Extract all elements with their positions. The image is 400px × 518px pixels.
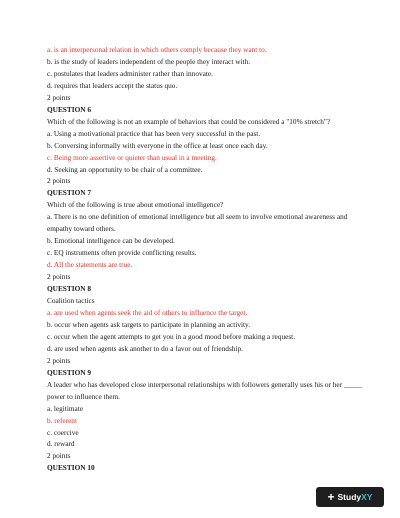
q7-prompt: Which of the following is true about emotional intelligence? bbox=[47, 200, 224, 210]
q8-option-d: d. are used when agents ask another to do a favor out of friendship. bbox=[47, 343, 243, 353]
q7-option-a: a. There is no one definition of emotional intelligence but all seem to involve emotional awareness and empathy toward others. bbox=[47, 212, 348, 234]
q5-points: 2 points bbox=[47, 92, 71, 102]
q8-title: QUESTION 8 bbox=[47, 284, 91, 294]
q7-points: 2 points bbox=[47, 272, 71, 282]
q8-option-b: b. occur when agents ask targets to participate in planning an activity. bbox=[47, 319, 251, 329]
q9-option-c: c. coercive bbox=[47, 427, 79, 437]
q8-prompt: Coalition tactics bbox=[47, 296, 95, 306]
q5-option-d: d. requires that leaders accept the status quo. bbox=[47, 80, 178, 90]
q9-title: QUESTION 9 bbox=[47, 367, 91, 377]
studyxy-logo-badge[interactable] bbox=[316, 487, 384, 507]
brand-name-accent: XY bbox=[361, 492, 373, 502]
q7-title: QUESTION 7 bbox=[47, 188, 91, 198]
quiz-page bbox=[47, 44, 372, 474]
q6-option-d: d. Seeking an opportunity to be chair of a committee. bbox=[47, 164, 203, 174]
q6-title: QUESTION 6 bbox=[47, 104, 91, 114]
q7-option-c: c. EQ instruments often provide conflicting results. bbox=[47, 248, 197, 258]
plus-icon: + bbox=[327, 490, 335, 504]
q6-points: 2 points bbox=[47, 176, 71, 186]
q9-option-a: a. legitimate bbox=[47, 403, 84, 413]
q9-prompt: A leader who has developed close interpersonal relationships with followers generally uses his or her _____ power to influence them. bbox=[47, 379, 363, 401]
q6-prompt: Which of the following is not an example of behaviors that could be considered a "10% stretch"? bbox=[47, 116, 331, 126]
q9-points: 2 points bbox=[47, 451, 71, 461]
q7-option-d-correct: d. All the statements are true. bbox=[47, 260, 133, 270]
q8-option-c: c. occur when the agent attempts to get you in a good mood before making a request. bbox=[47, 331, 296, 341]
q6-option-c-correct: c. Being more assertive or quieter than usual in a meeting. bbox=[47, 152, 217, 162]
q10-title: QUESTION 10 bbox=[47, 463, 95, 473]
q6-option-a: a. Using a motivational practice that has been very successful in the past. bbox=[47, 128, 261, 138]
q5-option-b: b. is the study of leaders independent of the people they interact with. bbox=[47, 56, 251, 66]
q9-option-b-correct: b. referent bbox=[47, 415, 77, 425]
q9-option-d: d. reward bbox=[47, 439, 75, 449]
q5-option-a-correct: a. is an interpersonal relation in which others comply because they want to. bbox=[47, 45, 267, 54]
q5-option-c: c. postulates that leaders administer rather than innovate. bbox=[47, 68, 213, 78]
brand-name-main: Study bbox=[337, 492, 362, 502]
q6-option-b: b. Conversing informally with everyone in the office at least once each day. bbox=[47, 140, 268, 150]
q8-points: 2 points bbox=[47, 355, 71, 365]
q8-option-a-correct: a. are used when agents seek the aid of others to influence the target. bbox=[47, 307, 248, 317]
q7-option-b: b. Emotional intelligence can be developed. bbox=[47, 236, 175, 246]
